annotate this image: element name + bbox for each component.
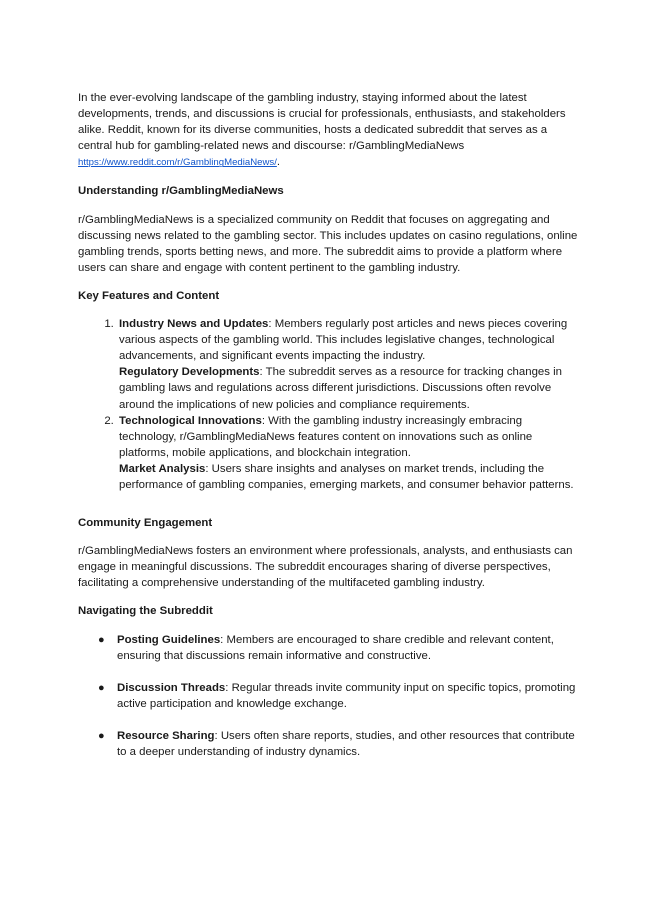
item-text: : Users share insights and analyses on market trends, including the performance of gambling companies, emerging markets, and consumer behavior patterns. [119,462,574,491]
list-item [98,728,578,760]
understanding-paragraph: r/GamblingMediaNews is a specialized community on Reddit that focuses on aggregating and discussing news related to the gambling sector. This includes updates on casino regulations, online gambling trends, sports betting news, and more. The subreddit aims to provide a platform where users can share and engage with content pertinent to the gambling industry. [78,213,578,274]
item-text: : Regular threads invite community input on specific topics, promoting active participation and knowledge exchange. [117,681,576,710]
item-title: Resource Sharing [117,729,215,742]
bullet-icon: ● [98,681,105,694]
list-item [98,680,578,712]
item-title: Posting Guidelines [117,633,221,646]
item-text: : Members are encouraged to share credible and relevant content, ensuring that discussions remain informative and constructive. [117,633,554,662]
intro-text: In the ever-evolving landscape of the gambling industry, staying informed about the latest developments, trends, and discussions is crucial for professionals, enthusiasts, and stakeholders alike. Reddit, known for its diverse communities, hosts a dedicated subreddit that serves as a central hub for gambling-related news and discourse: r/GamblingMediaNews [78,92,566,153]
list-item [98,632,578,664]
item-title: Technological Innovations [119,414,262,427]
navigating-list [78,632,578,761]
item-sub [119,364,578,412]
subreddit-link[interactable]: https://www.reddit.com/r/GamblingMediaNews/ [78,157,277,169]
bullet-icon: ● [98,729,105,742]
intro-paragraph [78,90,578,171]
heading-key-features: Key Features and Content [78,289,220,302]
item-text: : With the gambling industry increasingly embracing technology, r/GamblingMediaNews features content on innovations such as online platforms, mobile applications, and blockchain integration. [119,414,533,459]
list-item [117,413,578,493]
item-sub [119,461,578,493]
item-title: Industry News and Updates [119,318,269,331]
item-title: Discussion Threads [117,681,226,694]
heading-understanding: Understanding r/GamblingMediaNews [78,185,284,198]
item-text: : Members regularly post articles and news pieces covering various aspects of the gambling world. This includes legislative changes, technological advancements, and significant events impacting the industry. [119,318,568,363]
bullet-icon: ● [98,633,105,646]
list-item [117,316,578,413]
heading-navigating: Navigating the Subreddit [78,605,213,618]
heading-community: Community Engagement [78,517,213,530]
community-paragraph: r/GamblingMediaNews fosters an environment where professionals, analysts, and enthusiasts can engage in meaningful discussions. The subreddit encourages sharing of diverse perspectives, facilitating a comprehensive understanding of the multifaceted gambling industry. [78,545,573,590]
key-features-list [78,316,578,493]
item-text: : Users often share reports, studies, and other resources that contribute to a deeper understanding of industry dynamics. [117,729,575,758]
item-title: Market Analysis [119,462,206,475]
item-title: Regulatory Developments [119,366,260,379]
intro-after-link: . [276,156,281,169]
item-text: : The subreddit serves as a resource for tracking changes in gambling laws and regulations across different jurisdictions. Discussions often revolve around the implications of new policies and compliance requirements. [119,366,562,411]
document-page [78,90,578,776]
